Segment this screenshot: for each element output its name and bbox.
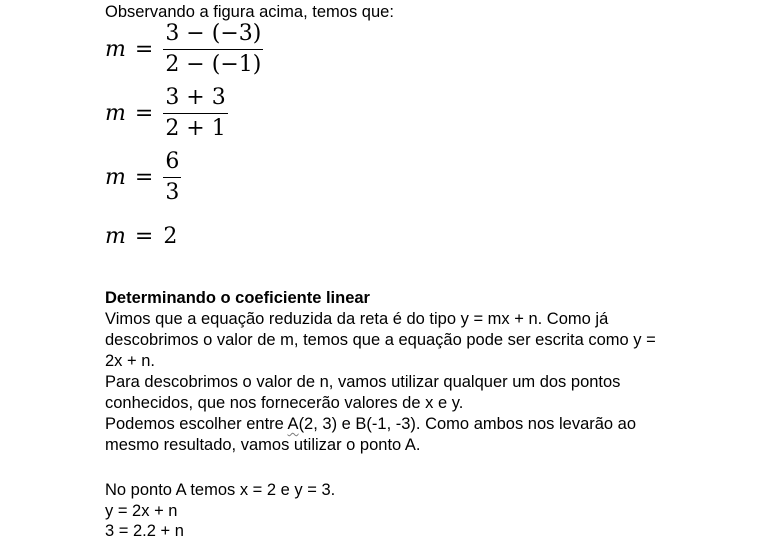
- fraction-denominator: 2 + 1: [165, 116, 226, 142]
- equals-sign: =: [134, 165, 154, 191]
- fraction-numerator: 3 + 3: [165, 85, 226, 110]
- paragraph-line: 2x + n.: [105, 352, 155, 370]
- paragraph-line: conhecidos, que nos fornecerão valores de x e y.: [105, 394, 464, 412]
- intro-text: Observando a figura acima, temos que:: [105, 3, 394, 21]
- equation-variable: m: [105, 165, 126, 191]
- equals-sign: =: [134, 37, 154, 63]
- equation-variable: m: [105, 37, 126, 63]
- equation-variable: m: [105, 101, 126, 127]
- paragraph-line: y = 2x + n: [105, 502, 178, 520]
- fraction: [163, 21, 263, 78]
- paragraph-line: [105, 414, 636, 435]
- fraction: [163, 149, 181, 206]
- fraction: [163, 85, 227, 142]
- fraction-numerator: 3 − (−3): [165, 21, 262, 46]
- fraction-denominator: 2 − (−1): [165, 52, 262, 78]
- fraction-numerator: 6: [165, 149, 180, 174]
- equation-variable: m: [105, 224, 126, 249]
- line-segment: (2, 3) e B(-1, -3). Como ambos nos levarão ao: [298, 415, 637, 433]
- equals-sign: =: [134, 224, 154, 249]
- section-heading: Determinando o coeficiente linear: [105, 289, 370, 307]
- line-segment: Podemos escolher entre: [105, 415, 284, 433]
- paragraph-line: Vimos que a equação reduzida da reta é do tipo y = mx + n. Como já: [105, 310, 609, 328]
- paragraph-line: descobrimos o valor de m, temos que a equação pode ser escrita como y =: [105, 331, 656, 349]
- point-a-label: A: [287, 415, 299, 433]
- paragraph-line: 3 = 2.2 + n: [105, 522, 184, 540]
- fraction-denominator: 3: [165, 180, 180, 206]
- paragraph-line: mesmo resultado, vamos utilizar o ponto A.: [105, 436, 421, 454]
- equation-result: 2: [163, 224, 178, 249]
- equals-sign: =: [134, 101, 154, 127]
- equation-3: [105, 149, 181, 206]
- equation-2: [105, 85, 228, 142]
- paragraph-line: Para descobrimos o valor de n, vamos utilizar qualquer um dos pontos: [105, 373, 621, 391]
- equation-1: [105, 21, 263, 78]
- equation-4: [105, 224, 177, 249]
- paragraph-line: No ponto A temos x = 2 e y = 3.: [105, 481, 336, 499]
